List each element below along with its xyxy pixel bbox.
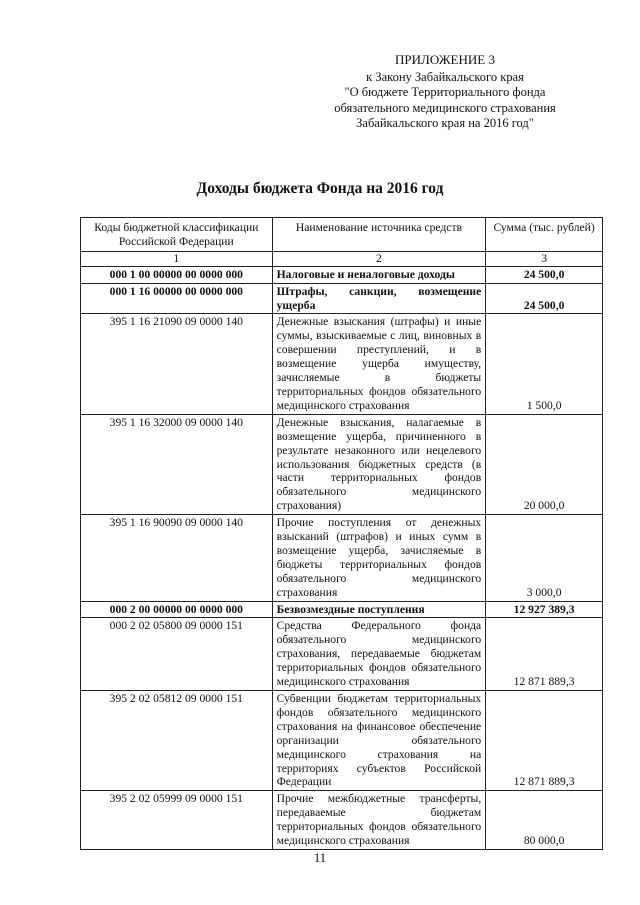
amount-cell: 24 500,0 xyxy=(486,283,603,314)
column-number: 2 xyxy=(272,251,486,266)
table-row xyxy=(81,266,603,283)
amount-cell: 20 000,0 xyxy=(486,414,603,514)
column-number: 3 xyxy=(486,251,603,266)
table-row xyxy=(81,314,603,414)
amount-cell: 1 500,0 xyxy=(486,314,603,414)
table-header-row xyxy=(81,218,603,252)
column-number-row xyxy=(81,251,603,266)
budget-code-cell: 000 1 00 00000 00 0000 000 xyxy=(81,266,273,283)
amount-cell: 12 927 389,3 xyxy=(486,601,603,618)
document-title: Доходы бюджета Фонда на 2016 год xyxy=(196,180,444,197)
budget-code-cell: 395 1 16 21090 09 0000 140 xyxy=(81,314,273,414)
amount-cell: 24 500,0 xyxy=(486,266,603,283)
header-amount: Сумма (тыс. рублей) xyxy=(486,218,603,252)
amount-cell: 12 871 889,3 xyxy=(486,691,603,791)
appendix-line: Забайкальского края на 2016 год" xyxy=(356,116,534,130)
budget-code-cell: 395 1 16 90090 09 0000 140 xyxy=(81,515,273,601)
amount-cell: 12 871 889,3 xyxy=(486,618,603,691)
table-row xyxy=(81,791,603,850)
table-row xyxy=(81,691,603,791)
source-name-cell: Налоговые и неналоговые доходы xyxy=(272,266,486,283)
budget-code-cell: 000 2 02 05800 09 0000 151 xyxy=(81,618,273,691)
source-name-cell: Субвенции бюджетам территориальных фондов обязательного медицинского страхования на финансовое обеспечение организации обязательного медицинского страхования на территориях субъектов Российской Федерации xyxy=(272,691,486,791)
table-row xyxy=(81,283,603,314)
table-row xyxy=(81,601,603,618)
appendix-title: ПРИЛОЖЕНИЕ 3 xyxy=(395,52,495,67)
amount-cell: 3 000,0 xyxy=(486,515,603,601)
appendix-line: к Закону Забайкальского края xyxy=(366,69,524,84)
page-number: 11 xyxy=(313,851,327,865)
source-name-cell: Прочие поступления от денежных взысканий (штрафов) и иных сумм в возмещение ущерба, зачисляемые в бюджеты территориальных фондов обязательного медицинского страхования xyxy=(272,515,486,601)
header-source-name: Наименование источника средств xyxy=(272,218,486,252)
source-name-cell: Прочие межбюджетные трансферты, передаваемые бюджетам территориальных фондов обязательного медицинского страхования xyxy=(272,791,486,850)
table-row xyxy=(81,515,603,601)
source-name-cell: Безвозмездные поступления xyxy=(272,601,486,618)
source-name-cell: Денежные взыскания (штрафы) и иные суммы, взыскиваемые с лиц, виновных в совершении преступлений, и в возмещение ущерба имуществу, зачисляемые в бюджеты территориальных фондов обязательного медицинского страхования xyxy=(272,314,486,414)
revenue-table xyxy=(80,217,603,850)
source-name-cell: Денежные взыскания, налагаемые в возмещение ущерба, причиненного в результате незаконного или нецелевого использования бюджетных средств (в части территориальных фондов обязательного медицинского страхования) xyxy=(272,414,486,514)
budget-code-cell: 000 2 00 00000 00 0000 000 xyxy=(81,601,273,618)
budget-code-cell: 000 1 16 00000 00 0000 000 xyxy=(81,283,273,314)
appendix-header xyxy=(300,52,590,132)
table-row xyxy=(81,414,603,514)
appendix-line: "О бюджете Территориального фонда xyxy=(344,85,546,99)
budget-code-cell: 395 2 02 05999 09 0000 151 xyxy=(81,791,273,850)
budget-code-cell: 395 1 16 32000 09 0000 140 xyxy=(81,414,273,514)
header-codes: Коды бюджетной классификации Российской Федерации xyxy=(81,218,273,252)
amount-cell: 80 000,0 xyxy=(486,791,603,850)
budget-code-cell: 395 2 02 05812 09 0000 151 xyxy=(81,691,273,791)
source-name-cell: Штрафы, санкции, возмещение ущерба xyxy=(272,283,486,314)
source-name-cell: Средства Федерального фонда обязательного медицинского страхования, передаваемые бюджетам территориальных фондов обязательного медицинского страхования xyxy=(272,618,486,691)
column-number: 1 xyxy=(81,251,273,266)
appendix-line: обязательного медицинского страхования xyxy=(334,100,556,115)
table-row xyxy=(81,618,603,691)
